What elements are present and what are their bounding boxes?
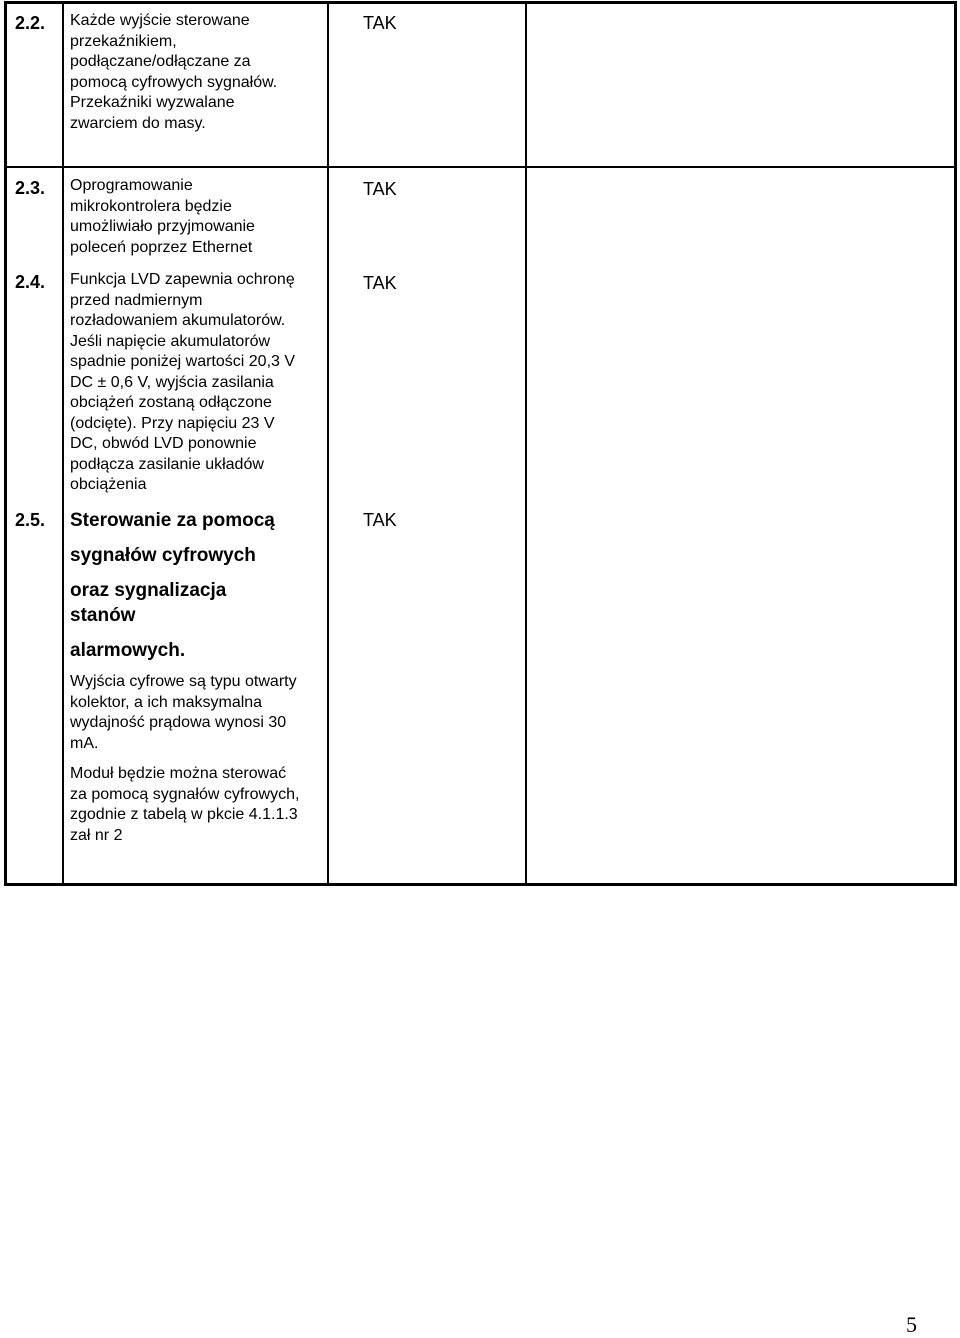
section-heading: Sterowanie za pomocą bbox=[70, 510, 275, 531]
paragraph: Wyjścia cyfrowe są typu otwarty kolektor, a ich maksymalna wydajność prądowa wynosi 30 mA. bbox=[70, 673, 297, 752]
row-answer: TAK bbox=[363, 510, 397, 530]
requirements-table bbox=[4, 1, 957, 886]
row-divider bbox=[7, 166, 954, 168]
row-number: 2.2. bbox=[15, 13, 46, 33]
section-heading: stanów bbox=[70, 605, 136, 626]
row-answer: TAK bbox=[363, 273, 397, 293]
column-divider bbox=[525, 4, 527, 883]
paragraph: Moduł będzie można sterować za pomocą sygnałów cyfrowych, zgodnie z tabelą w pkcie 4.1.1.3 zał nr 2 bbox=[70, 765, 300, 844]
row-description: Każde wyjście sterowane przekaźnikiem, podłączane/odłączane za pomocą cyfrowych sygnałów. Przekaźniki wyzwalane zwarciem do masy. bbox=[70, 12, 278, 132]
section-heading: alarmowych. bbox=[70, 640, 186, 661]
row-description: Oprogramowanie mikrokontrolera będzie umożliwiało przyjmowanie poleceń poprzez Ethernet bbox=[70, 177, 255, 256]
row-answer: TAK bbox=[363, 179, 397, 199]
row-description bbox=[70, 509, 330, 846]
page-number: 5 bbox=[906, 1312, 917, 1337]
column-divider bbox=[62, 4, 64, 883]
row-number: 2.5. bbox=[15, 510, 46, 530]
section-heading: oraz sygnalizacja bbox=[70, 580, 227, 601]
row-number: 2.3. bbox=[15, 178, 46, 198]
row-description: Funkcja LVD zapewnia ochronę przed nadmiernym rozładowaniem akumulatorów. Jeśli napięcie akumulatorów spadnie poniżej wartości 20,3 V DC ± 0,6 V, wyjścia zasilania obciążeń zostaną odłączone (odcięte). Przy napięciu 23 V DC, obwód LVD ponownie podłącza zasilanie układów obciążenia bbox=[70, 271, 296, 493]
section-heading: sygnałów cyfrowych bbox=[70, 545, 256, 566]
row-number: 2.4. bbox=[15, 272, 46, 292]
row-answer: TAK bbox=[363, 13, 397, 33]
